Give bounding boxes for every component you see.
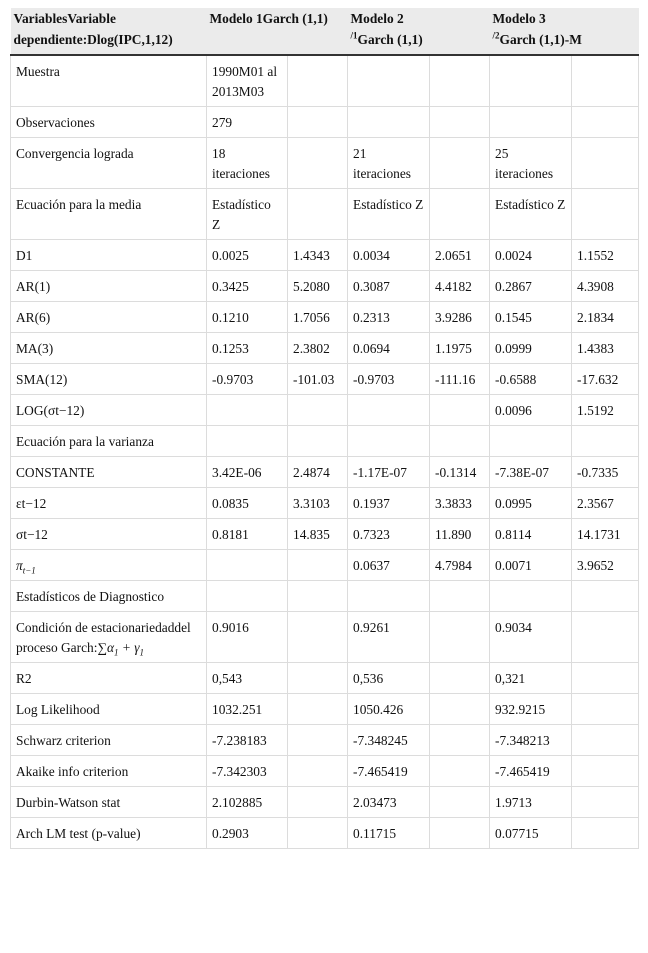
table-cell: 3.3833: [430, 488, 490, 519]
table-cell: [430, 395, 490, 426]
table-cell: 0.07715: [490, 818, 572, 849]
table-row: [11, 550, 639, 581]
table-cell: [430, 581, 490, 612]
table-cell: 0.3425: [207, 271, 288, 302]
row-label: D1: [11, 240, 207, 271]
table-row: [11, 787, 639, 818]
table-cell: 0.9034: [490, 612, 572, 663]
row-label: MA(3): [11, 333, 207, 364]
table-cell: [430, 756, 490, 787]
table-cell: 1.1552: [572, 240, 639, 271]
table-cell: [572, 426, 639, 457]
table-cell: 2.3802: [288, 333, 348, 364]
table-row: [11, 302, 639, 333]
table-cell: [430, 612, 490, 663]
table-row: [11, 519, 639, 550]
row-label: AR(1): [11, 271, 207, 302]
table-cell: -7.238183: [207, 725, 288, 756]
table-cell: [430, 787, 490, 818]
header-row: [11, 8, 639, 55]
table-cell: Estadístico Z: [490, 189, 572, 240]
row-label: Schwarz criterion: [11, 725, 207, 756]
table-cell: 0.1545: [490, 302, 572, 333]
table-row: [11, 694, 639, 725]
table-cell: 0.9261: [348, 612, 430, 663]
table-cell: 0,321: [490, 663, 572, 694]
table-cell: 2.03473: [348, 787, 430, 818]
table-cell: 4.4182: [430, 271, 490, 302]
header-modelo-2: Modelo 2 $^{/1}$Garch (1,1): [348, 8, 490, 55]
table-cell: -1.17E-07: [348, 457, 430, 488]
row-label: Estadísticos de Diagnostico: [11, 581, 207, 612]
table-cell: [572, 787, 639, 818]
table-cell: [430, 663, 490, 694]
table-cell: 2.3567: [572, 488, 639, 519]
table-cell: [288, 107, 348, 138]
table-row: [11, 663, 639, 694]
table-cell: 0.0999: [490, 333, 572, 364]
table-cell: [572, 55, 639, 107]
table-row: [11, 725, 639, 756]
table-cell: [207, 426, 288, 457]
table-cell: -0.1314: [430, 457, 490, 488]
table-cell: [572, 756, 639, 787]
table-row: [11, 189, 639, 240]
table-cell: [490, 55, 572, 107]
row-label: R2: [11, 663, 207, 694]
table-cell: 1032.251: [207, 694, 288, 725]
table-cell: [490, 581, 572, 612]
row-label: εt−12: [11, 488, 207, 519]
table-cell: [207, 581, 288, 612]
table-cell: 0,536: [348, 663, 430, 694]
table-cell: 2.1834: [572, 302, 639, 333]
table-cell: 0.0637: [348, 550, 430, 581]
table-cell: [430, 426, 490, 457]
table-cell: [288, 725, 348, 756]
table-cell: 2.4874: [288, 457, 348, 488]
table-cell: 0.1937: [348, 488, 430, 519]
table-cell: -17.632: [572, 364, 639, 395]
table-cell: 279: [207, 107, 288, 138]
table-cell: [288, 138, 348, 189]
table-cell: [572, 581, 639, 612]
table-cell: [288, 189, 348, 240]
row-label: Observaciones: [11, 107, 207, 138]
table-cell: [572, 189, 639, 240]
table-cell: -111.16: [430, 364, 490, 395]
table-cell: [430, 55, 490, 107]
table-cell: 0,543: [207, 663, 288, 694]
table-cell: 0.3087: [348, 271, 430, 302]
table-cell: -7.348245: [348, 725, 430, 756]
table-cell: [430, 138, 490, 189]
table-row: [11, 55, 639, 107]
row-label: σt−12: [11, 519, 207, 550]
table-cell: [348, 581, 430, 612]
table-cell: 0.0835: [207, 488, 288, 519]
table-cell: 0.0024: [490, 240, 572, 271]
row-label: Log Likelihood: [11, 694, 207, 725]
table-cell: [288, 694, 348, 725]
row-label: LOG(σt−12): [11, 395, 207, 426]
table-cell: -0.9703: [207, 364, 288, 395]
table-cell: [288, 612, 348, 663]
table-cell: -7.465419: [348, 756, 430, 787]
table-cell: 3.42E-06: [207, 457, 288, 488]
header-variables: VariablesVariable dependiente:Dlog(IPC,1,12): [11, 8, 207, 55]
table-cell: -0.7335: [572, 457, 639, 488]
table-cell: [430, 107, 490, 138]
table-cell: [348, 426, 430, 457]
table-cell: 1.9713: [490, 787, 572, 818]
table-cell: [572, 107, 639, 138]
table-cell: 0.8114: [490, 519, 572, 550]
table-cell: 1.4383: [572, 333, 639, 364]
table-cell: [348, 395, 430, 426]
table-cell: 0.1253: [207, 333, 288, 364]
table-cell: 1.4343: [288, 240, 348, 271]
table-cell: [572, 612, 639, 663]
table-cell: 1.5192: [572, 395, 639, 426]
table-cell: -7.465419: [490, 756, 572, 787]
table-cell: [572, 818, 639, 849]
table-cell: 3.9652: [572, 550, 639, 581]
table-cell: [288, 426, 348, 457]
table-cell: 2.0651: [430, 240, 490, 271]
table-cell: Estadístico Z: [207, 189, 288, 240]
table-row: [11, 581, 639, 612]
header-modelo-3: Modelo 3 $^{/2}$Garch (1,1)-M: [490, 8, 639, 55]
table-cell: -7.342303: [207, 756, 288, 787]
table-cell: 0.0034: [348, 240, 430, 271]
row-label: Condición de estacionariedaddel proceso $Garch:\sum\alpha_1 + \gamma_1$: [11, 612, 207, 663]
table-cell: [572, 694, 639, 725]
table-cell: 0.9016: [207, 612, 288, 663]
table-cell: [430, 189, 490, 240]
table-cell: [288, 395, 348, 426]
table-row: [11, 457, 639, 488]
row-label: AR(6): [11, 302, 207, 333]
table-cell: 1.1975: [430, 333, 490, 364]
table-cell: 3.3103: [288, 488, 348, 519]
row-label: Akaike info criterion: [11, 756, 207, 787]
table-cell: [288, 581, 348, 612]
table-cell: 0.2313: [348, 302, 430, 333]
table-row: [11, 240, 639, 271]
table-row: [11, 271, 639, 302]
table-cell: 11.890: [430, 519, 490, 550]
table-cell: [348, 107, 430, 138]
table-cell: [572, 663, 639, 694]
row-label: Ecuación para la media: [11, 189, 207, 240]
table-cell: [430, 694, 490, 725]
table-cell: -101.03: [288, 364, 348, 395]
row-label: CONSTANTE: [11, 457, 207, 488]
table-cell: [288, 787, 348, 818]
table-cell: [288, 550, 348, 581]
table-cell: [207, 395, 288, 426]
table-cell: [490, 107, 572, 138]
table-cell: 1050.426: [348, 694, 430, 725]
table-cell: [430, 818, 490, 849]
table-cell: 1990M01 al 2013M03: [207, 55, 288, 107]
table-cell: -7.38E-07: [490, 457, 572, 488]
table-cell: 0.8181: [207, 519, 288, 550]
table-cell: 0.11715: [348, 818, 430, 849]
table-cell: 18 iteraciones: [207, 138, 288, 189]
table-cell: 0.1210: [207, 302, 288, 333]
table-cell: [207, 550, 288, 581]
table-cell: [288, 55, 348, 107]
table-cell: 14.1731: [572, 519, 639, 550]
table-cell: [348, 55, 430, 107]
table-cell: [288, 756, 348, 787]
row-label: Ecuación para la varianza: [11, 426, 207, 457]
table-cell: -0.9703: [348, 364, 430, 395]
table-row: [11, 138, 639, 189]
table-row: [11, 107, 639, 138]
table-cell: 3.9286: [430, 302, 490, 333]
table-cell: 4.7984: [430, 550, 490, 581]
table-cell: 0.0096: [490, 395, 572, 426]
table-cell: 4.3908: [572, 271, 639, 302]
table-cell: [572, 725, 639, 756]
table-cell: [288, 663, 348, 694]
table-row: [11, 364, 639, 395]
table-cell: 0.0071: [490, 550, 572, 581]
row-label: Arch LM test (p-value): [11, 818, 207, 849]
table-row: [11, 818, 639, 849]
table-cell: 0.0995: [490, 488, 572, 519]
row-label: Durbin-Watson stat: [11, 787, 207, 818]
table-row: [11, 756, 639, 787]
table-cell: 1.7056: [288, 302, 348, 333]
table-row: [11, 333, 639, 364]
garch-formula: $\sum\alpha_1 + \gamma_1$: [97, 640, 145, 658]
table-cell: 0.0025: [207, 240, 288, 271]
table-cell: 0.2867: [490, 271, 572, 302]
table-cell: 25 iteraciones: [490, 138, 572, 189]
table-cell: [288, 818, 348, 849]
table-cell: 932.9215: [490, 694, 572, 725]
row-label: SMA(12): [11, 364, 207, 395]
header-modelo-1: Modelo 1Garch (1,1): [207, 8, 348, 55]
table-cell: [572, 138, 639, 189]
table-row: [11, 488, 639, 519]
table-cell: 5.2080: [288, 271, 348, 302]
table-cell: -7.348213: [490, 725, 572, 756]
row-label: Convergencia lograda: [11, 138, 207, 189]
table-cell: 21 iteraciones: [348, 138, 430, 189]
table-cell: -0.6588: [490, 364, 572, 395]
table-cell: Estadístico Z: [348, 189, 430, 240]
table-row: [11, 612, 639, 663]
table-cell: 0.2903: [207, 818, 288, 849]
row-label: Muestra: [11, 55, 207, 107]
results-table: [10, 8, 639, 849]
table-row: [11, 426, 639, 457]
table-cell: 14.835: [288, 519, 348, 550]
table-cell: 0.0694: [348, 333, 430, 364]
table-cell: [430, 725, 490, 756]
table-row: [11, 395, 639, 426]
table-cell: 2.102885: [207, 787, 288, 818]
table-cell: [490, 426, 572, 457]
table-cell: 0.7323: [348, 519, 430, 550]
row-label: $\pi_{t-1}$: [11, 550, 207, 581]
table-body: [11, 55, 639, 849]
